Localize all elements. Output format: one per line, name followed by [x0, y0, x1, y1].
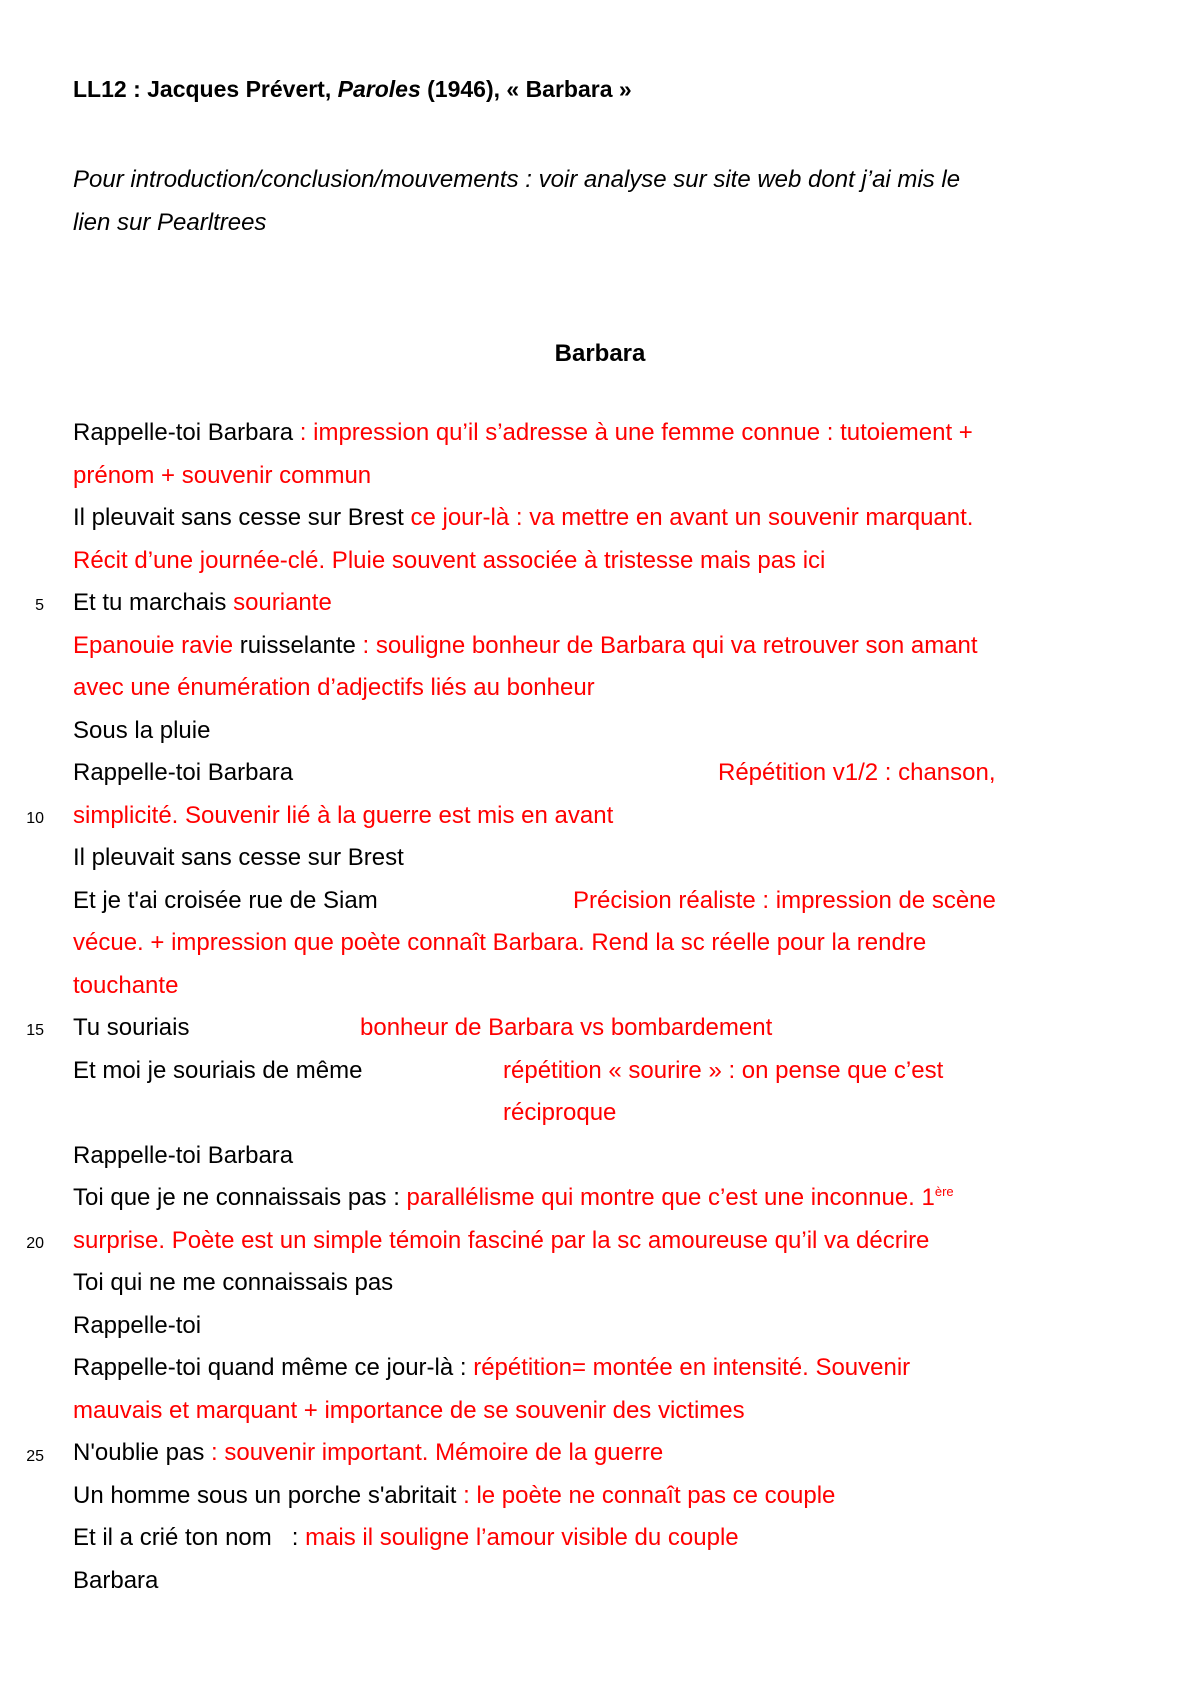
line-number: 15 — [26, 1022, 44, 1039]
poem-line: Sous la pluie — [73, 717, 211, 744]
annotation: : le poète ne connaît pas ce couple — [456, 1482, 836, 1509]
poem-line: Il pleuvait sans cesse sur Brest — [73, 844, 404, 871]
annotation: touchante — [73, 972, 179, 999]
annotation: Récit d’une journée-clé. Pluie souvent associée à tristesse mais pas ici — [73, 547, 826, 574]
line-number: 5 — [35, 597, 44, 614]
poem-line: Et je t'ai croisée rue de Siam — [73, 887, 378, 914]
poem-line: Barbara — [73, 1567, 159, 1594]
annotation: parallélisme qui montre que c’est une inconnue. 1 — [406, 1184, 935, 1211]
line-number: 20 — [26, 1235, 44, 1252]
annotation: réciproque — [503, 1099, 617, 1126]
annotation: ce jour-là : va mettre en avant un souvenir marquant. — [410, 504, 974, 531]
annotation: répétition= montée en intensité. Souvenir — [473, 1354, 911, 1381]
superscript: ère — [934, 1184, 954, 1199]
annotation: avec une énumération d’adjectifs liés au bonheur — [73, 674, 595, 701]
annotation: Répétition v1/2 : chanson, — [718, 759, 996, 786]
work-title: Paroles — [337, 76, 421, 102]
annotation: Epanouie ravie — [73, 632, 240, 659]
poem-line: Rappelle-toi Barbara : impression qu’il s’adresse à une femme connue : tutoiement + — [73, 419, 973, 446]
annotation: surprise. Poète est un simple témoin fasciné par la sc amoureuse qu’il va décrire — [73, 1227, 930, 1254]
poem-line: Toi qui ne me connaissais pas — [73, 1269, 394, 1296]
intro-paragraph: Pour introduction/conclusion/mouvements : voir analyse sur site web dont j’ai mis le lien sur Pearltrees — [73, 166, 961, 236]
annotation: mais il souligne l’amour visible du couple — [305, 1524, 739, 1551]
poem-line: Rappelle-toi — [73, 1312, 202, 1339]
annotation: vécue. + impression que poète connaît Barbara. Rend la sc réelle pour la rendre — [73, 929, 927, 956]
annotation: prénom + souvenir commun — [73, 462, 372, 489]
annotation: : souvenir important. Mémoire de la guerre — [204, 1439, 664, 1466]
annotation: bonheur de Barbara vs bombardement — [360, 1014, 773, 1041]
document-heading: LL12 : Jacques Prévert, Paroles (1946), « Barbara » — [73, 76, 632, 102]
annotation: : souligne bonheur de Barbara qui va retrouver son amant — [355, 632, 978, 659]
annotation: mauvais et marquant + importance de se souvenir des victimes — [73, 1397, 745, 1424]
line-number: 10 — [26, 810, 44, 827]
poem-line: Rappelle-toi quand même ce jour-là : répétition= montée en intensité. Souvenir — [73, 1354, 911, 1381]
poem-line: Un homme sous un porche s'abritait : le poète ne connaît pas ce couple — [73, 1482, 836, 1509]
poem-line: Tu souriais — [73, 1014, 190, 1041]
poem-line: N'oublie pas : souvenir important. Mémoire de la guerre — [73, 1439, 664, 1466]
annotation: répétition « sourire » : on pense que c’est — [503, 1057, 944, 1084]
line-number: 25 — [26, 1448, 44, 1465]
annotation: souriante — [233, 589, 332, 616]
annotation: simplicité. Souvenir lié à la guerre est mis en avant — [73, 802, 614, 829]
poem-line: Toi que je ne connaissais pas : parallélisme qui montre que c’est une inconnue. 1ère — [73, 1184, 954, 1211]
poem-line: Et tu marchais souriante — [73, 589, 332, 616]
poem-line: Il pleuvait sans cesse sur Brest ce jour-là : va mettre en avant un souvenir marquant. — [73, 504, 974, 531]
poem-line: Et moi je souriais de même — [73, 1057, 363, 1084]
poem-line: Rappelle-toi Barbara — [73, 759, 294, 786]
poem-title: Barbara — [554, 340, 646, 367]
annotation: : impression qu’il s’adresse à une femme connue : tutoiement + — [293, 419, 973, 446]
annotation: Précision réaliste : impression de scène — [573, 887, 996, 914]
poem-line: Epanouie ravie ruisselante : souligne bonheur de Barbara qui va retrouver son amant — [73, 632, 978, 659]
poem-line: Rappelle-toi Barbara — [73, 1142, 294, 1169]
poem-line: Et il a crié ton nom : mais il souligne l’amour visible du couple — [73, 1524, 739, 1551]
